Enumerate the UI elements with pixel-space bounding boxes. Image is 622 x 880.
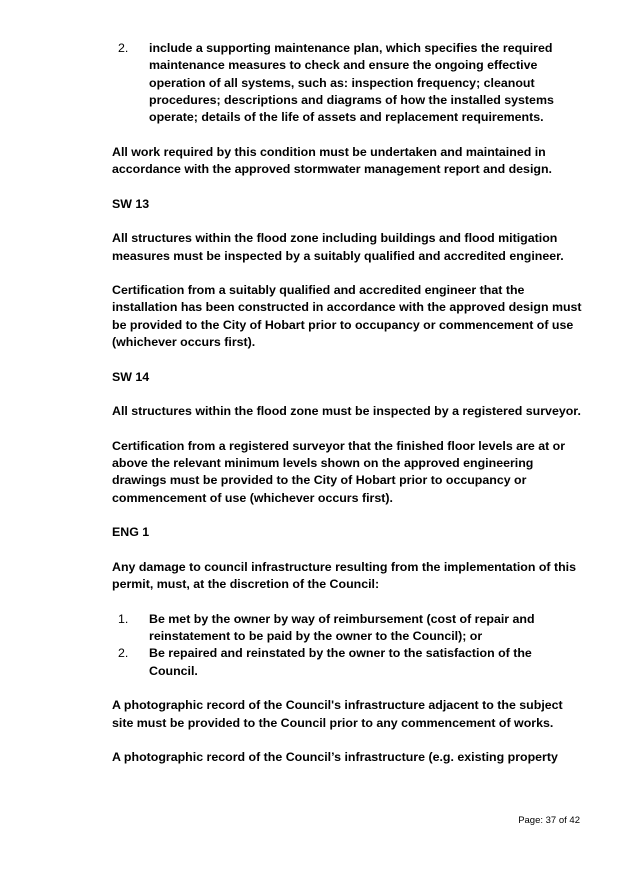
sw13-heading: SW 13 xyxy=(112,196,150,211)
sw14-paragraph-2: Certification from a registered surveyor that the finished floor levels are at or above the relevant minimum levels shown on the approved engineering drawings must be provided to the City of Hobart prior to occupancy or commencement of use (whichever occurs first). xyxy=(112,438,566,505)
list-item-text: Be repaired and reinstated by the owner to the satisfaction of the Council. xyxy=(149,646,532,678)
spacer xyxy=(112,351,582,368)
spacer xyxy=(112,213,582,230)
spacer xyxy=(112,178,582,195)
list-item-number: 2. xyxy=(118,646,129,661)
spacer xyxy=(112,421,582,438)
spacer xyxy=(112,126,582,143)
eng1-heading: ENG 1 xyxy=(112,525,150,540)
spacer xyxy=(112,386,582,403)
spacer xyxy=(112,680,582,697)
spacer xyxy=(112,265,582,282)
page-number: Page: 37 of 42 xyxy=(518,815,580,826)
work-paragraph: All work required by this condition must be undertaken and maintained in accordance with the approved stormwater management report and design. xyxy=(112,144,552,177)
spacer xyxy=(112,542,582,559)
list-item xyxy=(112,645,582,680)
eng1-paragraph-1: Any damage to council infrastructure resulting from the implementation of this permit, must, at the discretion of the Council: xyxy=(112,559,577,592)
list-item xyxy=(112,40,582,126)
spacer xyxy=(112,594,582,611)
eng1-paragraph-3: A photographic record of the Council’s infrastructure (e.g. existing property xyxy=(112,750,558,765)
sw13-paragraph-2: Certification from a suitably qualified and accredited engineer that the installation has been constructed in accordance with the approved design must be provided to the City of Hobart prior to occupancy or commencement of use (whichever occurs first). xyxy=(112,283,582,350)
sw14-paragraph-1: All structures within the flood zone must be inspected by a registered surveyor. xyxy=(112,404,581,419)
list-item-text: include a supporting maintenance plan, which specifies the required maintenance measures to check and ensure the ongoing effective operation of all systems, such as: inspection frequency; cleanout procedures; descriptions and diagrams of how the installed systems operate; details of the life of assets and replacement requirements. xyxy=(149,41,554,125)
maintenance-list xyxy=(112,40,582,126)
spacer xyxy=(112,732,582,749)
page-content xyxy=(112,40,582,766)
sw14-heading: SW 14 xyxy=(112,369,150,384)
list-item-number: 1. xyxy=(118,611,129,626)
list-item-number: 2. xyxy=(118,41,129,55)
spacer xyxy=(112,507,582,524)
damage-list xyxy=(112,611,582,680)
list-item xyxy=(112,611,582,646)
list-item-text: Be met by the owner by way of reimbursement (cost of repair and reinstatement to be paid by the owner to the Council); or xyxy=(149,611,535,644)
eng1-paragraph-2: A photographic record of the Council's infrastructure adjacent to the subject site must be provided to the Council prior to any commencement of works. xyxy=(112,698,563,730)
sw13-paragraph-1: All structures within the flood zone including buildings and flood mitigation measures must be inspected by a suitably qualified and accredited engineer. xyxy=(112,231,564,263)
